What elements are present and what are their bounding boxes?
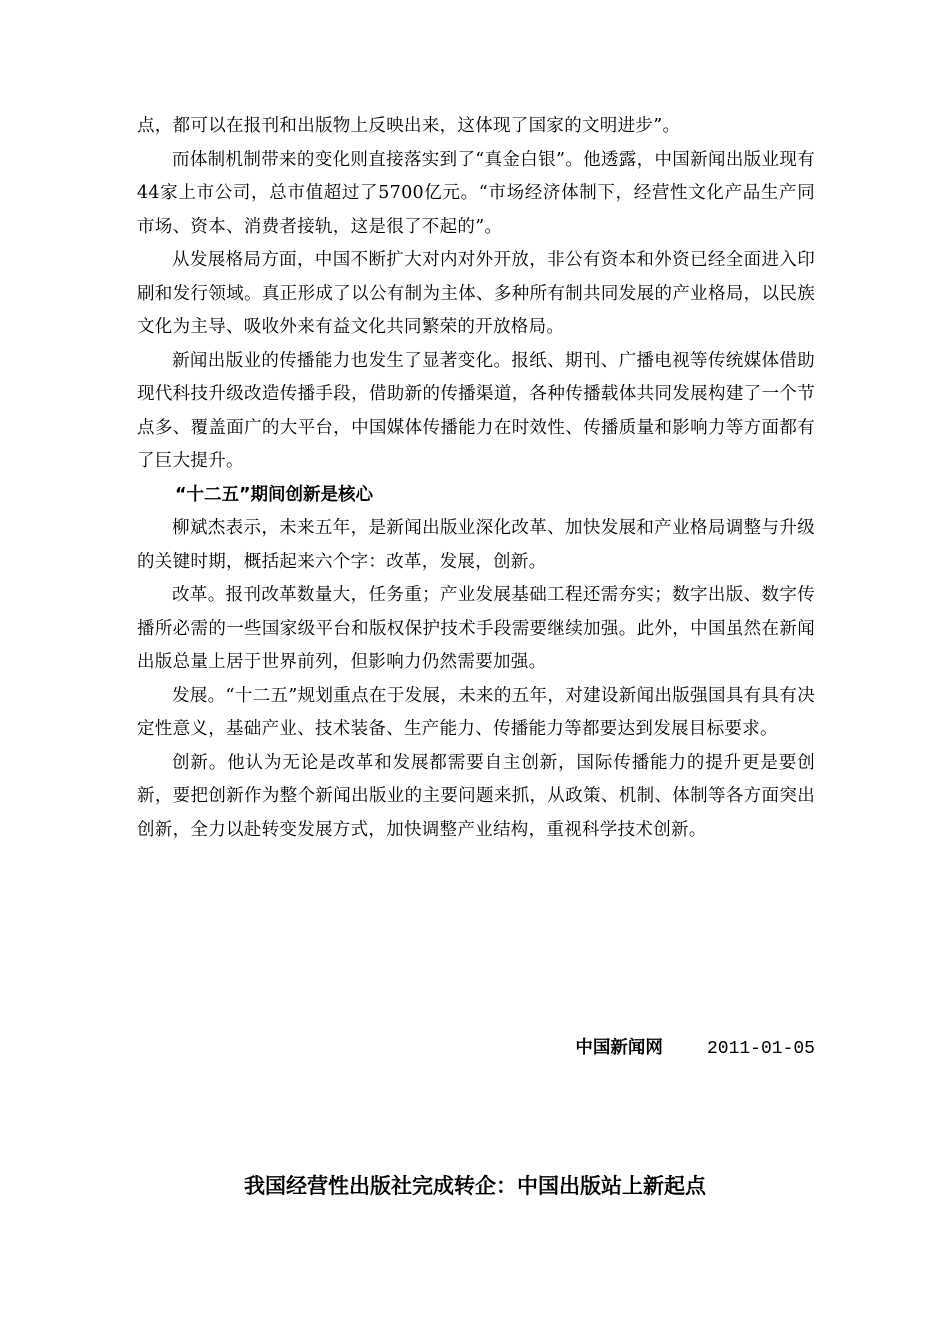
paragraph-3: 从发展格局方面，中国不断扩大对内对外开放，非公有资本和外资已经全面进入印刷和发行领域。真正形成了以公有制为主体、多种所有制共同发展的产业格局，以民族文化为主导、吸收外来有益文化共同繁荣的开放格局。	[137, 250, 815, 337]
paragraph-4: 新闻出版业的传播能力也发生了显著变化。报纸、期刊、广播电视等传统媒体借助现代科技升级改造传播手段，借助新的传播渠道，各种传播载体共同发展构建了一个节点多、覆盖面广的大平台，中国媒体传播能力在时效性、传播质量和影响力等方面都有了巨大提升。	[137, 350, 815, 471]
paragraph-5: 柳斌杰表示，未来五年，是新闻出版业深化改革、加快发展和产业格局调整与升级的关键时期，概括起来六个字：改革，发展，创新。	[137, 518, 815, 572]
article-body	[137, 110, 815, 847]
section-heading: “十二五”期间创新是核心	[175, 484, 374, 505]
paragraph-2: 而体制机制带来的变化则直接落实到了“真金白银”。他透露，中国新闻出版业现有44家上市公司，总市值超过了5700亿元。“市场经济体制下，经营性文化产品生产同市场、资本、消费者接轨，这是很了不起的”。	[137, 149, 815, 237]
byline	[575, 1034, 815, 1059]
byline-date: 2011-01-05	[706, 1039, 815, 1059]
paragraph-6: 改革。报刊改革数量大，任务重；产业发展基础工程还需夯实；数字出版、数字传播所必需的一些国家级平台和版权保护技术手段需要继续加强。此外，中国虽然在新闻出版总量上居于世界前列，但影响力仍然需要加强。	[137, 585, 815, 672]
byline-source: 中国新闻网	[575, 1038, 663, 1058]
paragraph-8: 创新。他认为无论是改革和发展都需要自主创新，国际传播能力的提升更是要创新，要把创新作为整个新闻出版业的主要问题来抓，从政策、机制、体制等各方面突出创新，全力以赴转变发展方式，加快调整产业结构，重视科学技术创新。	[137, 752, 815, 840]
paragraph-7: 发展。“十二五”规划重点在于发展，未来的五年，对建设新闻出版强国具有具有决定性意义，基础产业、技术装备、生产能力、传播能力等都要达到发展目标要求。	[137, 685, 815, 739]
paragraph-1: 点，都可以在报刊和出版物上反映出来，这体现了国家的文明进步”。	[137, 116, 681, 136]
next-article-title: 我国经营性出版社完成转企：中国出版站上新起点	[244, 1174, 706, 1198]
